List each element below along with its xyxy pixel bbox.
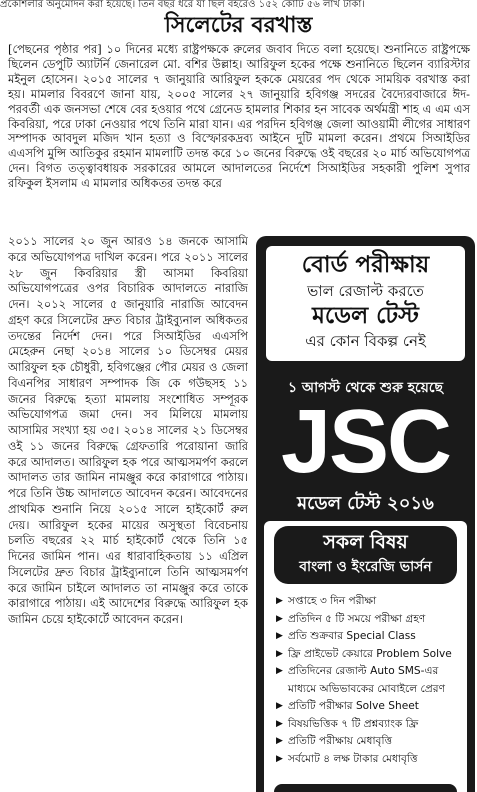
ad-headline-line1: বোর্ড পরীক্ষায় [301, 252, 430, 278]
jsc-advertisement [256, 236, 475, 792]
ad-feature-item [276, 593, 467, 611]
ad-feature-text: প্রতি শুক্রবার Special Class [288, 630, 416, 642]
ad-feature-text: ফ্রি প্রাইভেট কেয়ারে Problem Solve [288, 647, 452, 660]
ad-headline-line4: এর কোন বিকল্প নেই [305, 332, 426, 350]
ad-version-text: বাংলা ও ইংরেজি ভার্সন [299, 559, 432, 575]
ad-feature-item [276, 733, 467, 751]
ad-feature-item [276, 751, 467, 769]
ad-feature-text: সর্বমোট ৪ লক্ষ টাকার মেধাবৃত্তি [288, 752, 418, 765]
ad-feature-text: প্রতিদিনের রেজাল্ট Auto SMS-এর [288, 665, 439, 677]
previous-article-strip: প্রকৌশলীর অনুমোদন করা হয়েছে। তিন বছর ধরে যা ছিল বহরেও ১৫২ কোটি ৫৬ লাখ টাকা। [0, 0, 365, 10]
ad-feature-text: মাধ্যমে অভিভাবকের মোবাইলে প্রেরণ [288, 682, 445, 695]
ad-feature-item [276, 611, 467, 629]
arrow-bullet-icon: ▶ [276, 736, 283, 746]
ad-headline-box [266, 246, 465, 361]
arrow-bullet-icon: ▶ [276, 753, 283, 764]
ad-subjects-title: সকল বিষয় [323, 531, 408, 553]
ad-feature-item [276, 681, 467, 699]
arrow-bullet-icon: ▶ [276, 718, 283, 729]
ad-model-test-title: মডেল টেস্ট ২০১৬ [297, 493, 434, 514]
ad-feature-item [276, 716, 467, 734]
arrow-bullet-icon: ▶ [276, 596, 283, 606]
arrow-bullet-icon: ▶ [276, 613, 283, 624]
ad-feature-text: প্রতিদিন ৫ টি সময়ে পরীক্ষা গ্রহণ [288, 612, 426, 625]
ad-feature-item [276, 646, 467, 664]
article-headline: সিলেটের বরখাস্ত [164, 12, 313, 38]
arrow-bullet-icon: ▶ [276, 666, 283, 676]
arrow-bullet-icon: ▶ [276, 701, 283, 711]
ad-feature-item [276, 663, 467, 681]
ad-feature-item [276, 698, 467, 716]
ad-bottom-tab [274, 784, 457, 792]
ad-headline-line3: মডেল টেস্ট [312, 303, 419, 329]
arrow-bullet-icon: ▶ [276, 648, 283, 659]
ad-feature-text: সপ্তাহে ৩ দিন পরীক্ষা [288, 595, 377, 607]
ad-subjects-pill [274, 526, 457, 584]
ad-brand-jsc: JSC [280, 392, 451, 492]
ad-feature-text: প্রতিটি পরীক্ষার Solve Sheet [288, 700, 419, 712]
ad-start-date: ১ আগস্ট থেকে শুরু হয়েছে [287, 380, 444, 396]
ad-feature-item [276, 628, 467, 646]
ad-feature-text: বিষয়ভিত্তিক ৭ টি প্রশ্নব্যাংক ফ্রি [288, 717, 419, 730]
ad-feature-text: প্রতিটি পরীক্ষায় মেধাবৃত্তি [288, 735, 393, 747]
article-body-lower: ২০১১ সালের ২০ জুন আরও ১৪ জনকে আসামি করে অভিযোগপত্র দাখিল করেন। পরে ২০১১ সালের ২৮ জুন কিবরিয়ার স্ত্রী আসমা কিবরিয়া অভিযোগপত্রের ওপর বিচারিক আদালতে নারাজি দেন। ২০১২ সালের ৫ জানুয়ারি নারাজি আবেদন গ্রহণ করে সিলেটের দ্রুত বিচার ট্রাইব্যুনাল অধিকতর তদন্তের নির্দেশ দেন। পরে সিআইডির এএসপি মেহেরুন নেছা ২০১৪ সালের ১০ ডিসেম্বর মেয়র আরিফুল হক চৌধুরী, হবিগঞ্জের পৌর মেয়র ও জেলা বিএনপির সাধারণ সম্পাদক জি কে গউছসহ ১১ জনের বিরুদ্ধে হত্যা মামলায় সংশোধিত সম্পূরক অভিযোগপত্র জমা দেন। সব মিলিয়ে মামলায় আসামির সংখ্যা হয় ৩৫। ২০১৪ সালের ২১ ডিসেম্বর ওই ১১ জনের বিরুদ্ধে গ্রেফতারি পরোয়ানা জারি করে আদালত। আরিফুল হক পরে আত্মসমর্পণ করলে আদালত তার জামিন নামঞ্জুর করে কারাগারে পাঠায়। পরে তিনি উচ্চ আদালতে আবেদন করেন। আবেদনের প্রাথমিক শুনানি নিয়ে ২০১৫ সালে হাইকোর্ট রুল দেয়। আরিফুল হকের মায়ের অসুস্থতা বিবেচনায় চলতি বছরের ২২ মার্চ হাইকোর্ট থেকে তিনি ১৫ দিনের জামিন পান। এর ধারাবাহিকতায় ১১ এপ্রিল সিলেটের দ্রুত বিচার ট্রাইব্যুনালে তিনি আত্মসমর্পণ করে জামিন চাইলে আদালত তা নামঞ্জুর করে তাকে কারাগারে পাঠায়। এই আদেশের বিরুদ্ধে আরিফুল হক জামিন চেয়ে হাইকোর্টে আবেদন করেন। [8, 234, 248, 626]
ad-feature-list [276, 593, 467, 768]
article-body-upper: [পেছনের পৃষ্ঠার পর] ১০ দিনের মধ্যে রাষ্ট্রপক্ষকে রুলের জবাব দিতে বলা হয়েছে। শুনানিতে রাষ্ট্রপক্ষে ছিলেন ডেপুটি অ্যাটর্নি জেনারেল মো. বশির উল্লাহ। আরিফুল হকের পক্ষে শুনানিতে ছিলেন ব্যারিস্টার মইনুল হোসেন। ২০১৫ সালের ৭ জানুয়ারি আরিফুল হককে মেয়রের পদ থেকে সাময়িক বরখাস্ত করা হয়। মামলার বিবরণে জানা যায়, ২০০৫ সালের ২৭ জানুয়ারি হবিগঞ্জ সদরের বৈদ্যেরবাজারে ঈদ-পরবর্তী এক জনসভা শেষে বের হওয়ার পথে গ্রেনেড হামলার শিকার হন সাবেক অর্থমন্ত্রী শাহ এ এম এস কিবরিয়া, পরে ঢাকা নেওয়ার পথে তিনি মারা যান। এর পরদিন হবিগঞ্জ জেলা আওয়ামী লীগের সাধারণ সম্পাদক আবদুল মজিদ খান হত্যা ও বিস্ফোরকদ্রব্য আইনে দুটি মামলা করেন। প্রথমে সিআইডির এএসপি মুন্সি আতিকুর রহমান মামলাটি তদন্ত করে ১০ জনের বিরুদ্ধে ওই বছরের ২০ মার্চ অভিযোগপত্র দেন। বিগত তত্ত্বাবধায়ক সরকারের আমলে আদালতের নির্দেশে সিআইডির সহকারী পুলিশ সুপার রফিকুল ইসলাম এ মামলার অধিকতর তদন্ত করে [8, 42, 470, 191]
arrow-bullet-icon: ▶ [276, 631, 283, 641]
ad-headline-line2: ভাল রেজাল্ট করতে [307, 282, 424, 300]
